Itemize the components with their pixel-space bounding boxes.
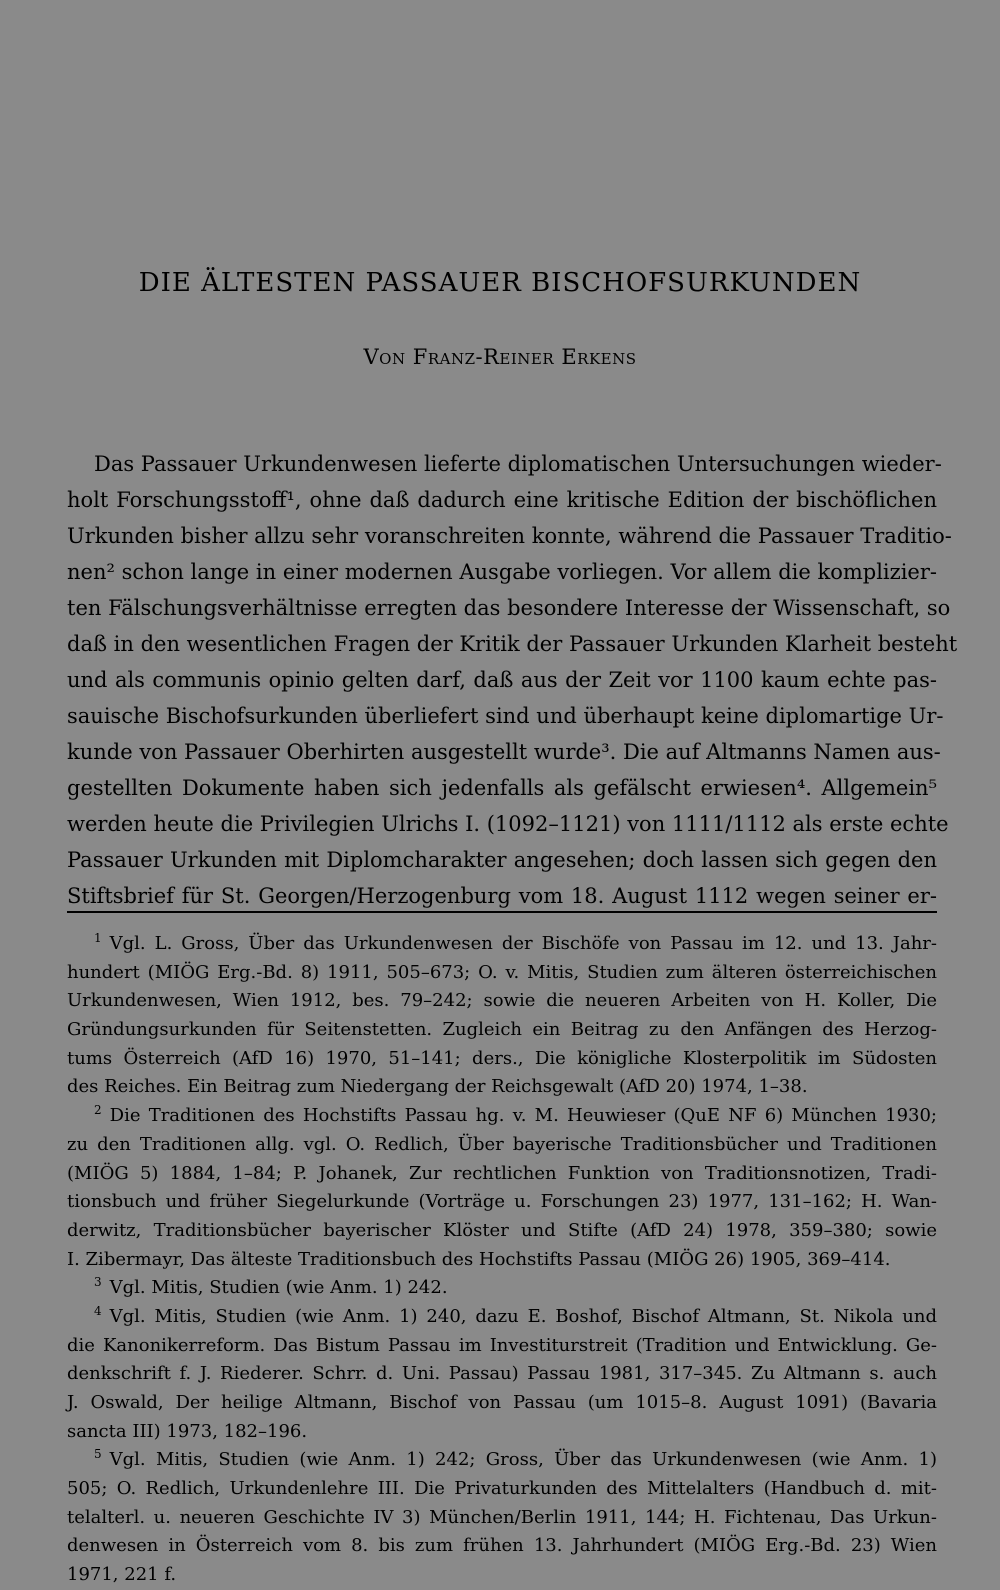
article-author: Von Franz-Reiner Erkens bbox=[363, 345, 637, 369]
body-line: werden heute die Privilegien Ulrichs I. (1092–1121) von 1111/1112 als erste echte bbox=[67, 812, 949, 836]
body-text bbox=[67, 446, 958, 914]
footnote-line: telalterl. u. neueren Geschichte IV 3) München/Berlin 1911, 144; H. Fichtenau, Das Urkun- bbox=[67, 1506, 937, 1528]
footnote-line: hundert (MIÖG Erg.-Bd. 8) 1911, 505–673; O. v. Mitis, Studien zum älteren österreichischen bbox=[67, 961, 937, 983]
footnote-line bbox=[67, 1446, 937, 1475]
body-line: Urkunden bisher allzu sehr voranschreiten konnte, während die Passauer Traditio- bbox=[67, 524, 952, 548]
footnote-mark: 2 bbox=[94, 1103, 102, 1118]
body-line: und als communis opinio gelten darf, daß aus der Zeit vor 1100 kaum echte pas- bbox=[67, 668, 937, 692]
footnote-mark: 1 bbox=[94, 931, 102, 945]
footnote-line: denkschrift f. J. Riederer. Schrr. d. Uni. Passau) Passau 1981, 317–345. Zu Altmann s. auch bbox=[67, 1363, 937, 1385]
footnote-mark: 5 bbox=[94, 1447, 102, 1462]
footnote-line: J. Oswald, Der heilige Altmann, Bischof von Passau (um 1015–8. August 1091) (Bavaria bbox=[67, 1392, 937, 1413]
footnote-line: 1971, 221 f. bbox=[67, 1564, 177, 1586]
footnote-line: denwesen in Österreich vom 8. bis zum frühen 13. Jahrhundert (MIÖG Erg.-Bd. 23) Wien bbox=[67, 1535, 937, 1557]
footnote-line: zu den Traditionen allg. vgl. O. Redlich, Über bayerische Traditionsbücher und Traditionen bbox=[67, 1133, 937, 1155]
footnote-mark: 4 bbox=[94, 1303, 102, 1318]
footnote-line bbox=[67, 930, 937, 959]
footnote-line: sancta III) 1973, 182–196. bbox=[67, 1420, 308, 1442]
footnote-mark: 3 bbox=[94, 1275, 102, 1290]
body-line: ten Fälschungsverhältnisse erregten das besondere Interesse der Wissenschaft, so bbox=[67, 596, 951, 620]
body-line: holt Forschungsstoff¹, ohne daß dadurch eine kritische Edition der bischöflichen bbox=[67, 488, 937, 512]
footnote-line: 505; O. Redlich, Urkundenlehre III. Die Privaturkunden des Mittelalters (Handbuch d. mit- bbox=[67, 1478, 937, 1500]
footnote-3 bbox=[67, 1274, 937, 1303]
footnote-text: Vgl. Mitis, Studien (wie Anm. 1) 240, dazu E. Boshof, Bischof Altmann, St. Nikola und bbox=[109, 1305, 937, 1327]
article-title: DIE ÄLTESTEN PASSAUER BISCHOFSURKUNDEN bbox=[138, 268, 862, 298]
footnote-text: Vgl. Mitis, Studien (wie Anm. 1) 242. bbox=[109, 1277, 448, 1299]
footnote-line: Gründungsurkunden für Seitenstetten. Zugleich ein Beitrag zu den Anfängen des Herzog- bbox=[67, 1019, 937, 1041]
body-line: Stiftsbrief für St. Georgen/Herzogenburg vom 18. August 1112 wegen seiner er- bbox=[67, 884, 937, 908]
footnote-text: Vgl. L. Gross, Über das Urkundenwesen der Bischöfe von Passau im 12. und 13. Jahr- bbox=[109, 933, 937, 954]
footnote-line bbox=[67, 1102, 937, 1131]
body-line: sauische Bischofsurkunden überliefert sind und überhaupt keine diplomartige Ur- bbox=[67, 704, 944, 728]
footnote-text: Die Traditionen des Hochstifts Passau hg. v. M. Heuwieser (QuE NF 6) München 1930; bbox=[109, 1105, 937, 1127]
footnote-line bbox=[67, 1303, 937, 1332]
footnote-line: (MIÖG 5) 1884, 1–84; P. Johanek, Zur rechtlichen Funktion von Traditionsnotizen, Tradi- bbox=[67, 1162, 937, 1184]
footnote-line: tums Österreich (AfD 16) 1970, 51–141; ders., Die königliche Klosterpolitik im Südosten bbox=[67, 1047, 937, 1069]
footnote-line: die Kanonikerreform. Das Bistum Passau im Investiturstreit (Tradition und Entwicklung. Ge- bbox=[67, 1334, 937, 1356]
footnote-5 bbox=[67, 1446, 937, 1589]
footnote-divider bbox=[67, 911, 937, 913]
body-line: Das Passauer Urkundenwesen lieferte diplomatischen Untersuchungen wieder- bbox=[94, 452, 942, 476]
footnote-4 bbox=[67, 1303, 937, 1446]
footnote-text: Vgl. Mitis, Studien (wie Anm. 1) 242; Gross, Über das Urkundenwesen (wie Anm. 1) bbox=[109, 1449, 937, 1471]
footnote-2 bbox=[67, 1102, 937, 1274]
body-line: gestellten Dokumente haben sich jedenfalls als gefälscht erwiesen⁴. Allgemein⁵ bbox=[67, 776, 937, 800]
body-line: nen² schon lange in einer modernen Ausgabe vorliegen. Vor allem die komplizier- bbox=[67, 560, 937, 584]
body-line: Passauer Urkunden mit Diplomcharakter angesehen; doch lassen sich gegen den bbox=[67, 848, 937, 872]
footnote-1 bbox=[67, 930, 937, 1102]
body-line: kunde von Passauer Oberhirten ausgestellt wurde³. Die auf Altmanns Namen aus- bbox=[67, 740, 941, 764]
footnote-line: I. Zibermayr, Das älteste Traditionsbuch des Hochstifts Passau (MIÖG 26) 1905, 369–414. bbox=[67, 1248, 891, 1270]
footnote-line: des Reiches. Ein Beitrag zum Niedergang der Reichsgewalt (AfD 20) 1974, 1–38. bbox=[67, 1076, 808, 1098]
footnote-line: derwitz, Traditionsbücher bayerischer Klöster und Stifte (AfD 24) 1978, 359–380; sowie bbox=[67, 1219, 937, 1241]
footnotes bbox=[67, 930, 937, 1590]
footnote-line bbox=[67, 1274, 937, 1303]
footnote-line: Urkundenwesen, Wien 1912, bes. 79–242; sowie die neueren Arbeiten von H. Koller, Die bbox=[67, 990, 937, 1012]
body-line: daß in den wesentlichen Fragen der Kritik der Passauer Urkunden Klarheit besteht bbox=[67, 632, 958, 656]
footnote-line: tionsbuch und früher Siegelurkunde (Vorträge u. Forschungen 23) 1977, 131–162; H. Wan- bbox=[67, 1191, 937, 1213]
